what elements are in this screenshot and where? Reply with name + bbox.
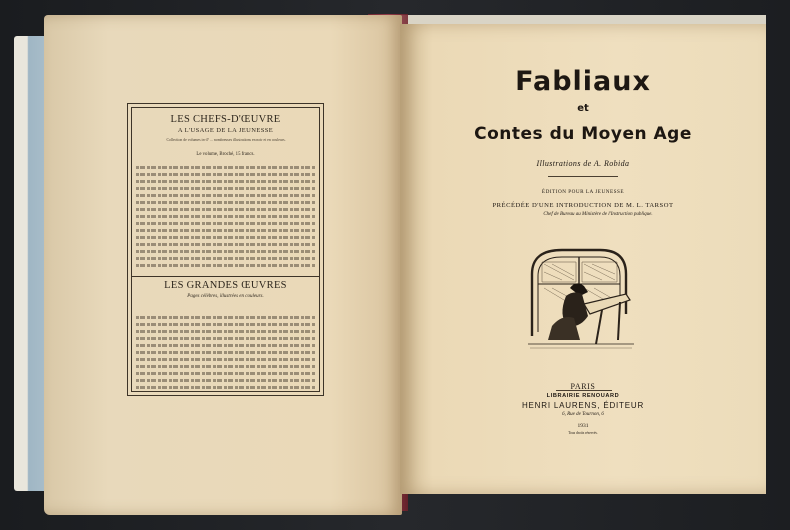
author-role: Chef de Bureau au Ministère de l'Instruction publique.	[543, 212, 653, 217]
publication-year: 1931	[577, 423, 589, 429]
publisher-catalog-box	[127, 103, 324, 396]
bookshop-name: LIBRAIRIE RENOUARD	[546, 393, 620, 399]
catalog-entry	[136, 330, 316, 333]
catalog-entry	[136, 379, 316, 382]
catalog-entry	[136, 316, 316, 319]
catalog-entry	[136, 187, 316, 190]
illustrator-credit: Illustrations de A. Robida	[536, 159, 630, 168]
catalog-entry	[136, 194, 316, 197]
title-conjunction: et	[577, 103, 589, 114]
catalog-title: LES CHEFS-D'ŒUVRE	[170, 114, 281, 125]
catalog-entry	[136, 166, 316, 169]
catalog-price: Le volume, Broché, 15 francs.	[196, 152, 255, 157]
publisher-address: 6, Rue de Tournon, 6	[562, 412, 604, 417]
scribe-vignette-illustration	[522, 244, 642, 352]
catalog-entry	[136, 243, 316, 246]
book-title: Fabliaux	[515, 66, 651, 97]
catalog-note: Collection de volumes in-4° ... nombreuses illustrations en noir et en couleurs.	[166, 138, 286, 142]
catalog-entry	[136, 229, 316, 232]
catalog-entry	[136, 351, 316, 354]
publication-city: PARIS	[570, 382, 596, 391]
catalog-entry	[136, 323, 316, 326]
publisher-name: HENRI LAURENS, ÉDITEUR	[521, 401, 645, 410]
catalog-divider	[132, 276, 319, 277]
catalog-section2-title: LES GRANDES ŒUVRES	[164, 280, 287, 291]
imprint-rule	[556, 390, 612, 391]
catalog-entry	[136, 337, 316, 340]
edition-note: ÉDITION POUR LA JEUNESSE	[541, 189, 625, 195]
catalog-entry	[136, 208, 316, 211]
catalog-entry	[136, 264, 316, 267]
catalog-entry	[136, 222, 316, 225]
catalog-entry	[136, 201, 316, 204]
catalog-entry	[136, 257, 316, 260]
catalog-entry	[136, 344, 316, 347]
catalog-entry	[136, 250, 316, 253]
catalog-section2-subtitle: Pages célèbres, illustrées en couleurs.	[187, 294, 264, 299]
rights-notice: Tous droits réservés.	[568, 431, 598, 435]
catalog-subtitle: A L'USAGE DE LA JEUNESSE	[177, 127, 274, 134]
catalog-entry	[136, 215, 316, 218]
catalog-entry	[136, 386, 316, 389]
title-rule	[548, 176, 618, 177]
catalog-entry	[136, 173, 316, 176]
introduction-credit: PRÉCÉDÉE D'UNE INTRODUCTION DE M. L. TARSOT	[492, 202, 674, 209]
catalog-entry	[136, 365, 316, 368]
catalog-entry	[136, 180, 316, 183]
catalog-entry	[136, 358, 316, 361]
catalog-entry	[136, 372, 316, 375]
book-title-line2: Contes du Moyen Age	[474, 124, 692, 144]
catalog-entry	[136, 236, 316, 239]
